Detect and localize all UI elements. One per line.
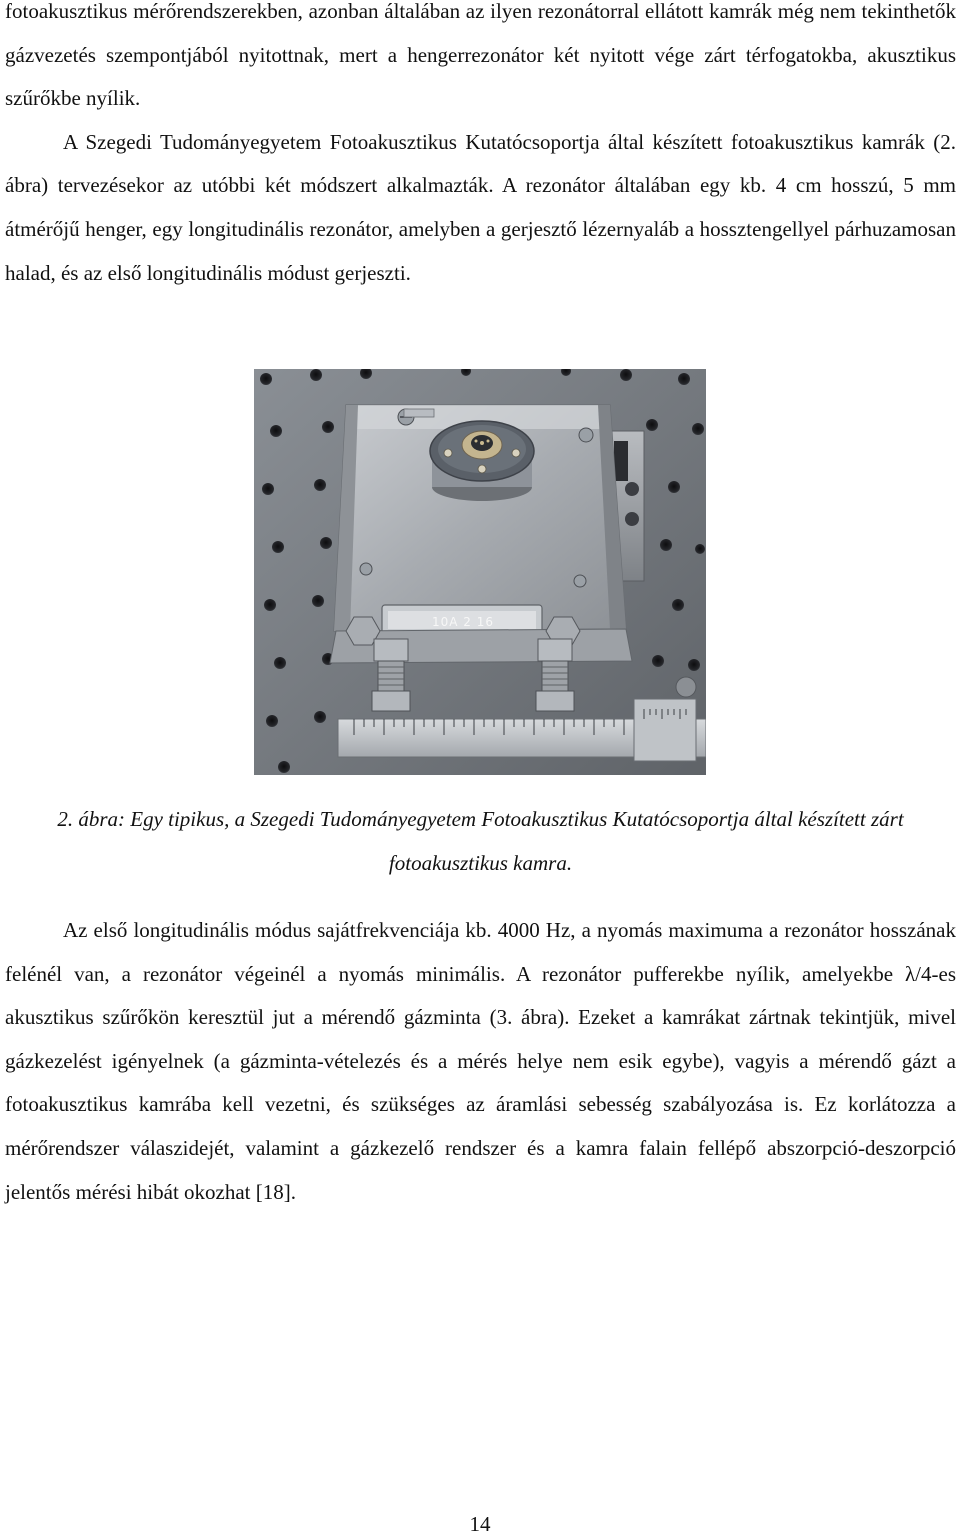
paragraph-chamber-design: A Szegedi Tudományegyetem Fotoakusztikus Kutatócsoportja által készített fotoakusztikus kamrák (2. ábra) tervezésekor az utóbbi két módszert alkalmazták. A rezonátor általában egy kb. 4 cm hosszú, 5 mm átmérőjű henger, egy longitudinális rezonátor, amelyben a gerjesztő lézernyaláb a hossztengellyel párhuzamosan halad, és az első longitudinális módust gerjeszti.: [5, 129, 956, 285]
figure-caption: 2. ábra: Egy tipikus, a Szegedi Tudományegyetem Fotoakusztikus Kutatócsoportja által készített zárt fotoakusztikus kamra.: [57, 807, 904, 875]
chamber-engraving: 10A 2 16: [432, 615, 495, 629]
body-paragraph-1: [5, 0, 956, 295]
paragraph-continuation: fotoakusztikus mérőrendszerekben, azonban általában az ilyen rezonátorral ellátott kamrák még nem tekinthetők gázvezetés szempontjából nyitottnak, mert a hengerrezonátor két nyitott vége zárt térfogatokba, akusztikus szűrőkbe nyílik.: [5, 0, 956, 111]
page-number: 14: [469, 1512, 491, 1536]
paragraph-resonance-frequency: Az első longitudinális módus sajátfrekvenciája kb. 4000 Hz, a nyomás maximuma a rezonátor hosszának felénél van, a rezonátor végeinél a nyomás minimális. A rezonátor pufferekbe nyílik, amelyekbe λ/4-es akusztikus szűrőkön keresztül jut a mérendő gázminta (3. ábra). Ezeket a kamrákat zártnak tekintjük, mivel gázkezelést igényelnek (a gázminta-vételezés és a mérés helye nem esik egybe), vagyis a mérendő gázt a fotoakusztikus kamrába kell vezetni, és szükséges az áramlási sebesség szabályozása is. Ez korlátozza a mérőrendszer válaszidejét, valamint a gázkezelő rendszer és a kamra falain fellépő abszorpció-deszorpció jelentős mérési hibát okozhat [18].: [5, 918, 956, 1204]
chamber-photo-illustration: [254, 369, 706, 775]
body-paragraph-2: [5, 909, 956, 1214]
figure-photoacoustic-chamber-photo: [254, 369, 706, 775]
